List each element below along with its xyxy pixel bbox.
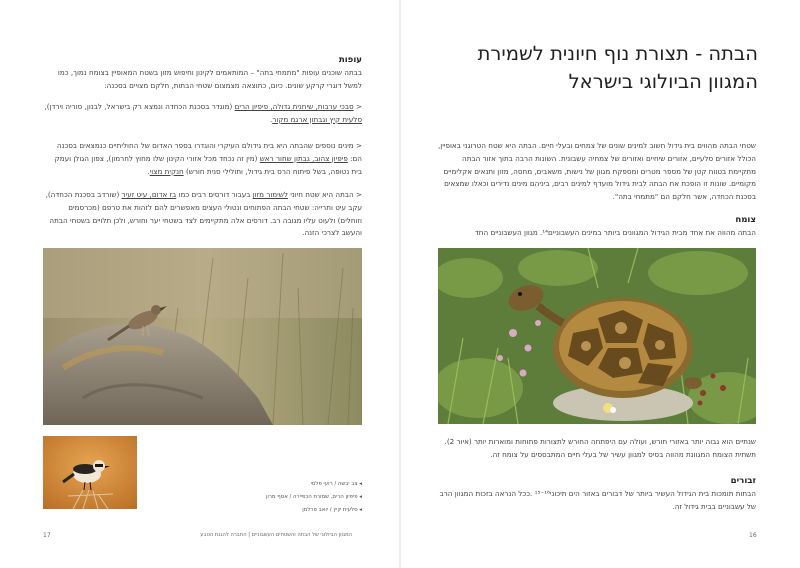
species-link[interactable]: לשימור מזון — [252, 190, 288, 199]
photo-captions — [140, 478, 362, 517]
page-number-right: 16 — [749, 532, 757, 539]
caption-item: ◂ פיפיון הרים, שמורת הכפיירה / אסף מרון — [265, 494, 362, 500]
bees-paragraph: הבתות תומכות בית הגידול העשיר ביותר של דבורים באזור הים תיכוני¹⁵⁻¹⁶ .ככל הנראה בזכות המגוון הרב של עשבוניים בבית גידול זה. — [439, 489, 756, 511]
caption-item: ◂ סלעית קיץ / יואב פרלמן — [302, 507, 362, 513]
section-heading-birds: עופות — [338, 55, 362, 65]
pipit-photo-illustration — [43, 248, 362, 425]
intro-paragraph: שטחי הבתה מהווים בית גידול חשוב למינים שונים של צמחים ובעלי חיים. הבתה היא שטח הטרוגני באופיין, הכולל אזורים סלעיים, אזורים שיחיים ואזורים של צמחיה עשבונית. השונות הרבה בתוך אזור הבתה מתקיימת בטווח קטן של מספר מטרים ומספקת מגוון של נישות, משאבים, מחסה, מזון ותנאים אקלימיים מקומיים. שונות זו הופכת את הבתה לבית גידול מועדף למינים רבים, ביניהם מינים נדירים וכאלו שמצאים בסכנת הכחדה, אשר חלקם הם "מתמחי בתה". — [438, 141, 756, 202]
flora-paragraph-continued: שנתיים הוא גבוה יותר באזורי חורש, ועולה עם היפתחה החורש לתצורות פתוחות ומוארות יותר (איור 2). תשתית הצומח המגוונת מהווה בסיס למגוון עשיר של בעלי חיים המתבססים על צומח זה. — [444, 437, 756, 459]
tortoise-photo-illustration — [438, 248, 756, 424]
flora-paragraph: הבתה מהווה את אחד מבית הגידול המגוונים ביותר במינים העשבוניים¹⁴. מגוון העשבוניים החד — [474, 228, 756, 237]
species-link[interactable]: בז אדום, עיט זעיר — [121, 190, 177, 199]
photo-pipit-on-rock — [43, 248, 362, 425]
caption-item: ◂ צב יבשה / רועי פלסי — [310, 481, 362, 487]
page-title: הבתה - תצורת נוף חיונית לשמירת המגוון הביולוגי בישראל — [477, 42, 758, 93]
wheatear-photo-illustration — [43, 436, 137, 509]
species-link[interactable]: סבכי ערבות, שיחנית גדולה, פיפיון הרים — [234, 102, 354, 111]
section-heading-flora: צומח — [735, 215, 756, 225]
running-footer: המגוון הביולוגי של הבתה והשטחים העשבוניים | החברה להגנת הטבע — [200, 532, 352, 538]
section-heading-bees: זבורים — [730, 476, 756, 486]
species-link[interactable]: סלעית קיץ וגבתון ארגמ מקור — [272, 114, 362, 124]
species-link[interactable]: חנקית מצוי — [149, 166, 184, 176]
species-link[interactable]: פיפיון צהוב, גבתון שחור ראש — [259, 153, 348, 163]
birds-intro-paragraph: בבתה שוכנים עופות "מתמחי בתה" – המותאמים לקינון וחיפוש מזון בשטח המאופיין בצומח נמוך, כמו למשל דוגרי קרקע שונים. כיום, כתוצאה מצמצום שטחי הבתות, חלקם מצויים בסכנה: — [57, 68, 362, 90]
bullet-item: < הבתה היא שטח חיוני לשימור מזון בעבור דורסים רבים כמו בז אדום, עיט זעיר (שורדב בסכנת הכחדה), עקב עיט ותרייה: שטחי הבתה הפתוחים ונטולי העצים מאפשרים להם לזהות את טרפם (מכרסמים וזוחלים) ולעוט עליו מגובה רב. דורסים אלה מתקיימים לצד בשטחי יער וחורש, ולכן תלויים בשטחי הבתה והעשב לצרכי הזנה. — [45, 190, 362, 238]
bullet-item: < מינים נוספים שהבתה היא בית גידולם העיקרי והוגדרו בספר האדום של החוליתיים כנמצאים בסכנה הם: פיפיון צהוב, גבתון שחור ראש (מין זה נכחד מכל אזורי הקינון שלו מחוץ לחרמון), צפון הגולן ועמק בית נטופה, בשל פיתוח הרס בית גידול, ותולילי סנית חורש) חנקית מצוי. — [54, 141, 362, 176]
photo-tortoise — [438, 248, 756, 424]
bullet-item: < סבכי ערבות, שיחנית גדולה, פיפיון הרים (מוגדר בסכנת הכחדה ונמצא רק בישראל, לבנון, סוריה וירדן), סלעית קיץ וגבתון ארגמ מקור. — [44, 102, 362, 124]
page-number-left: 17 — [43, 532, 51, 539]
photo-wheatear — [43, 436, 137, 509]
